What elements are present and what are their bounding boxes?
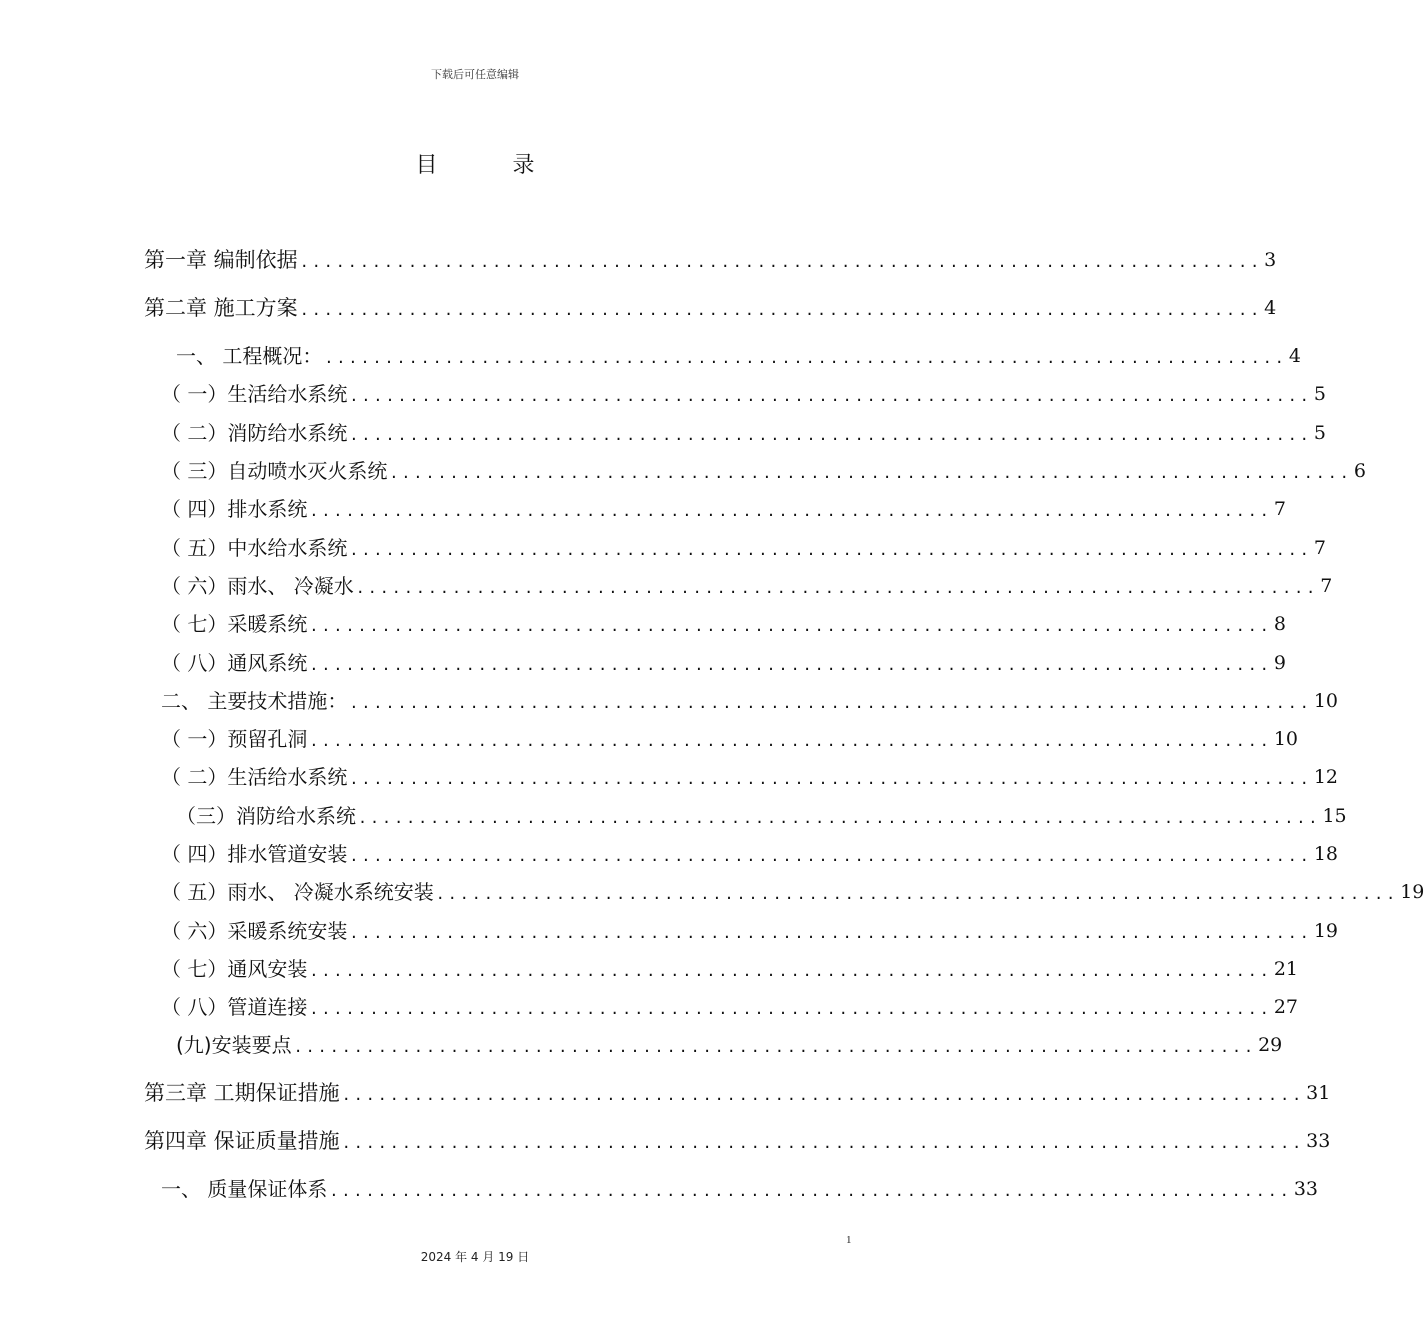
toc-leader-dots: ................................................................................ — [349, 387, 1312, 405]
toc-entry-page: 33 — [1293, 1178, 1319, 1200]
toc-entry-label: （ 四）排水管道安装 — [161, 842, 348, 866]
page-title: 目 录 — [415, 153, 569, 178]
toc-entry — [161, 379, 1326, 409]
toc-leader-dots: ................................................................................ — [309, 732, 1272, 750]
toc-leader-dots: ................................................................................ — [435, 885, 1399, 903]
toc-entry-label: （ 六）雨水、 冷凝水 — [161, 574, 354, 598]
toc-leader-dots: ................................................................................ — [309, 502, 1272, 520]
toc-leader-dots: ................................................................................ — [349, 924, 1312, 942]
toc-entry-page: 7 — [1273, 498, 1286, 520]
toc-entry-label: （ 五）雨水、 冷凝水系统安装 — [161, 880, 434, 904]
toc-entry-page: 12 — [1313, 766, 1339, 788]
toc-leader-dots: ................................................................................ — [349, 847, 1312, 865]
toc-entry-page: 29 — [1258, 1034, 1283, 1056]
toc-leader-dots: ................................................................................ — [341, 1134, 1305, 1152]
toc-entry-label: 第一章 编制依据 — [144, 248, 298, 272]
page-number: 1 — [846, 1234, 852, 1246]
toc-entry-page: 4 — [1264, 297, 1277, 319]
toc-entry-label: （ 八）通风系统 — [161, 651, 308, 675]
toc-entry-label: 二、 主要技术措施： — [161, 689, 348, 713]
toc-entry-label: 第三章 工期保证措施 — [144, 1081, 340, 1105]
toc-entry-page: 8 — [1273, 613, 1286, 635]
toc-entry — [176, 341, 1301, 371]
footer-date: 2024 年 4 月 19 日 — [420, 1250, 530, 1264]
toc-leader-dots: ................................................................................ — [349, 541, 1312, 559]
toc-entry-label: （ 二）生活给水系统 — [161, 765, 348, 789]
toc-leader-dots: ................................................................................ — [355, 579, 1319, 597]
toc-entry-label: 第四章 保证质量措施 — [144, 1129, 340, 1153]
toc-entry — [161, 533, 1326, 563]
toc-entry-page: 10 — [1313, 690, 1339, 712]
toc-entry — [161, 494, 1286, 524]
toc-leader-dots: ................................................................................ — [349, 426, 1312, 444]
toc-entry-page: 9 — [1273, 652, 1286, 674]
toc-entry — [161, 992, 1299, 1022]
toc-entry-label: （ 七）通风安装 — [161, 957, 308, 981]
toc-entry — [161, 877, 1424, 907]
toc-leader-dots: ................................................................................ — [309, 962, 1272, 980]
toc-entry-page: 7 — [1313, 537, 1326, 559]
toc-entry — [176, 1030, 1283, 1060]
toc-entry — [144, 293, 1277, 323]
toc-entry-page: 21 — [1273, 958, 1299, 980]
toc-entry — [161, 648, 1286, 678]
toc-entry-label: （ 三）自动喷水灭火系统 — [161, 459, 388, 483]
toc-entry-page: 4 — [1288, 345, 1301, 367]
toc-entry — [176, 801, 1347, 831]
toc-leader-dots: ................................................................................ — [309, 617, 1272, 635]
toc-entry-label: （ 一）预留孔洞 — [161, 727, 308, 751]
toc-entry-label: （ 六）采暖系统安装 — [161, 919, 348, 943]
toc-entry — [144, 245, 1277, 275]
toc-entry-page: 31 — [1306, 1082, 1331, 1104]
toc-entry-page: 3 — [1264, 249, 1277, 271]
toc-entry — [161, 762, 1339, 792]
toc-entry-label: （ 八）管道连接 — [161, 995, 308, 1019]
toc-entry-label: 一、 质量保证体系 — [161, 1177, 328, 1201]
toc-entry-page: 19 — [1313, 920, 1339, 942]
toc-entry — [161, 418, 1326, 448]
toc-entry — [161, 1174, 1319, 1204]
toc-entry — [161, 686, 1339, 716]
toc-entry — [161, 839, 1339, 869]
toc-entry-label: (九)安装要点 — [176, 1033, 292, 1057]
toc-entry-label: （ 七）采暖系统 — [161, 612, 308, 636]
toc-entry-label: （ 一）生活给水系统 — [161, 382, 348, 406]
toc-leader-dots: ................................................................................ — [324, 349, 1287, 367]
toc-entry-page: 18 — [1313, 843, 1339, 865]
toc-leader-dots: ................................................................................ — [293, 1038, 1257, 1056]
toc-leader-dots: ................................................................................ — [389, 464, 1352, 482]
toc-leader-dots: ................................................................................ — [299, 253, 1263, 271]
toc-entry-label: 一、 工程概况： — [176, 344, 323, 368]
toc-entry-page: 5 — [1313, 383, 1326, 405]
toc-entry-page: 27 — [1273, 996, 1299, 1018]
toc-entry — [161, 571, 1333, 601]
toc-leader-dots: ................................................................................ — [309, 656, 1272, 674]
toc-entry-page: 33 — [1306, 1130, 1331, 1152]
toc-entry — [161, 456, 1366, 486]
toc-entry — [161, 954, 1299, 984]
toc-leader-dots: ................................................................................ — [309, 1000, 1272, 1018]
toc-leader-dots: ................................................................................ — [329, 1182, 1292, 1200]
toc-entry-page: 7 — [1320, 575, 1333, 597]
toc-entry — [144, 1126, 1331, 1156]
toc-entry-page: 15 — [1322, 805, 1347, 827]
toc-leader-dots: ................................................................................ — [349, 770, 1312, 788]
toc-entry-label: （ 二）消防给水系统 — [161, 421, 348, 445]
toc-entry-label: （ 五）中水给水系统 — [161, 536, 348, 560]
toc-entry — [144, 1078, 1331, 1108]
toc-entry — [161, 724, 1299, 754]
page-header: 下载后可任意编辑 — [431, 68, 519, 81]
toc-entry-page: 19 — [1400, 881, 1424, 903]
toc-entry — [161, 916, 1339, 946]
toc-leader-dots: ................................................................................ — [358, 809, 1321, 827]
toc-entry-page: 10 — [1273, 728, 1299, 750]
toc-leader-dots: ................................................................................ — [299, 301, 1263, 319]
toc-leader-dots: ................................................................................ — [341, 1086, 1305, 1104]
toc-entry-page: 6 — [1353, 460, 1366, 482]
toc-leader-dots: ................................................................................ — [349, 694, 1312, 712]
toc-entry-label: （三）消防给水系统 — [176, 804, 356, 828]
toc-entry-label: 第二章 施工方案 — [144, 296, 298, 320]
toc-entry — [161, 609, 1286, 639]
toc-entry-page: 5 — [1313, 422, 1326, 444]
toc-entry-label: （ 四）排水系统 — [161, 497, 308, 521]
